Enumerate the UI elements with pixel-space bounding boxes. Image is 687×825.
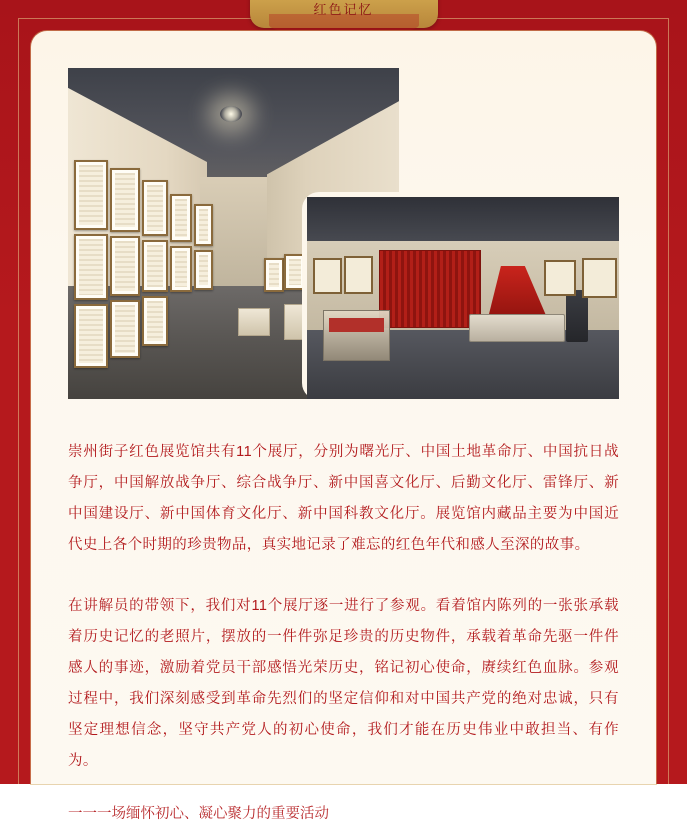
wall-picture — [544, 260, 576, 296]
wall-picture — [170, 194, 192, 242]
exhibition-hall-photo[interactable] — [307, 197, 619, 399]
wall-picture — [170, 246, 192, 292]
wall-picture — [284, 254, 306, 290]
top-ornament-banner — [0, 0, 687, 30]
content-card — [31, 31, 656, 822]
display-counter — [238, 308, 270, 336]
wall-picture — [142, 240, 168, 292]
wall-picture — [74, 304, 108, 368]
paragraph-1: 崇州街子红色展览馆共有11个展厅，分别为曙光厅、中国土地革命厅、中国抗日战争厅，中国解放战争厅、综合战争厅、新中国喜文化厅、后勤文化厅、雷锋厅、新中国建设厅、新中国体育文化厅、新中国科教文化厅。展览馆内藏品主要为中国近代史上各个时期的珍贵物品，真实地记录了难忘的红色年代和感人至深的故事。 — [68, 444, 619, 553]
wall-picture — [74, 160, 108, 230]
wall-picture — [582, 258, 617, 298]
sculpture-plinth — [469, 314, 565, 342]
ribbon-label: 红色记忆 — [313, 2, 374, 17]
article-body — [68, 437, 619, 777]
wall-picture — [74, 234, 108, 300]
red-banner — [379, 250, 481, 329]
paragraph-2: 在讲解员的带领下，我们对11个展厅逐一进行了参观。看着馆内陈列的一张张承载着历史记忆的老照片，摆放的一件件弥足珍贵的历史物件，承载着革命先驱一件件感人的事迹，激励着党员干部感悟光荣历史，铭记初心使命，赓续红色血脉。参观过程中，我们深刻感受到革命先烈们的坚定信仰和对中国共产党的绝对忠诚，只有坚定理想信念，坚守共产党人的初心使命，我们才能在历史伟业中敢担当、有作为。 — [68, 598, 619, 769]
wall-picture — [142, 180, 168, 236]
wall-picture — [110, 300, 140, 358]
wall-picture — [264, 258, 284, 292]
wall-picture — [142, 296, 168, 346]
display-case — [323, 310, 391, 360]
photo-collage — [68, 68, 619, 399]
wall-picture — [194, 250, 213, 290]
wall-picture — [344, 256, 373, 294]
wall-picture — [110, 236, 140, 296]
wall-picture — [110, 168, 140, 232]
wall-picture — [313, 258, 342, 294]
next-paragraph-preview: 一一一场缅怀初心、凝心聚力的重要活动 — [68, 806, 329, 822]
wall-picture — [194, 204, 213, 246]
